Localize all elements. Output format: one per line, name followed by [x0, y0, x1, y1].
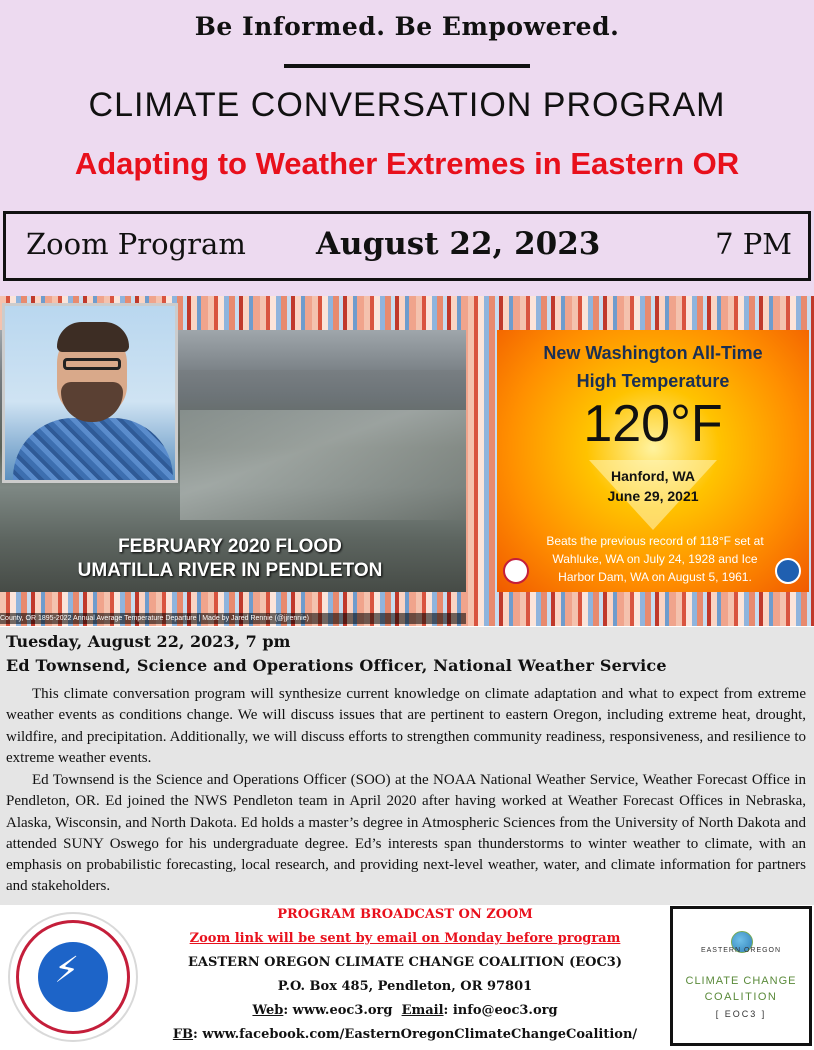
program-subtitle: Adapting to Weather Extremes in Eastern OR [74, 146, 740, 181]
org-name: EASTERN OREGON CLIMATE CHANGE COALITION (EOC3) [187, 955, 623, 970]
eoc3-logo: EASTERN OREGON CLIMATE CHANGE COALITION [ EOC3 ] [670, 906, 812, 1046]
zoom-link-notice[interactable]: Zoom link will be sent by email on Monday before program [189, 931, 621, 946]
stripes-credit: County, OR 1895-2022 Annual Average Temperature Departure | Made by Jared Rennie (@jjrennie) [0, 613, 466, 624]
format-label: Zoom Program [26, 227, 246, 261]
fb-label: FB [172, 1027, 194, 1042]
nws-logo [8, 912, 138, 1042]
flood-caption: FEBRUARY 2020 FLOOD UMATILLA RIVER IN PENDLETON [77, 536, 383, 581]
broadcast-notice: PROGRAM BROADCAST ON ZOOM [277, 907, 533, 922]
program-title: CLIMATE CONVERSATION PROGRAM [88, 86, 726, 124]
header-banner [0, 0, 814, 296]
bio-paragraph: Ed Townsend is the Science and Operations Officer (SOO) at the NOAA National Weather Service, Weather Forecast Office in Pendleton, OR. Ed joined the NWS Pendleton team in April 2020 after having worked at Weather Forecast Offices in Nebraska, Alaska, Wisconsin, and North Dakota. Ed holds a master’s degree in Atmospheric Sciences from the University of North Dakota and attended SUNY Oswego for his undergraduate degree. Ed’s interests span thunderstorms to winter weather to climate, with an emphasis on probabilistic forecasting, local research, and providing next-level weather, water, and climate information for partners and stakeholders. [6, 772, 806, 895]
mailing-address: P.O. Box 485, Pendleton, OR 97801 [277, 979, 533, 994]
web-email-line [150, 1003, 660, 1018]
description-paragraph: This climate conversation program will synthesize current knowledge on climate adaptation and what to expect from extreme weather events as conditions change. We will discuss issues that are pertinent to eastern Oregon, including extreme heat, drought, wildfire, and precipitation. Additionally, we will discuss efforts to strengthen community readiness, responsiveness, and resilience to extreme weather events. [6, 686, 806, 766]
heat-record-card [497, 330, 809, 592]
speaker-portrait [2, 303, 178, 483]
date-box [3, 211, 811, 281]
noaa-logo [775, 558, 801, 584]
email-link[interactable]: : info@eoc3.org [443, 1003, 558, 1018]
record-temperature: 120°F [583, 395, 723, 453]
heat-title: New Washington All-Time High Temperature [543, 343, 763, 391]
email-label: Email [401, 1003, 444, 1018]
facebook-link[interactable]: : www.facebook.com/EasternOregonClimateChangeCoalition/ [193, 1027, 638, 1042]
event-time: 7 PM [715, 227, 792, 261]
nws-mini-logo [503, 558, 529, 584]
event-datetime: Tuesday, August 22, 2023, 7 pm [6, 632, 291, 651]
web-link[interactable]: : www.eoc3.org [283, 1003, 393, 1018]
event-speaker: Ed Townsend, Science and Operations Officer, National Weather Service [6, 656, 667, 675]
event-date: August 22, 2023 [316, 226, 601, 262]
record-note: Beats the previous record of 118°F set at Wahluke, WA on July 24, 1928 and Ice Harbor Dam, WA on August 5, 1961. [546, 534, 764, 584]
facebook-line [150, 1027, 660, 1042]
lightning-icon: ⚡ [54, 950, 80, 991]
record-location: Hanford, WA June 29, 2021 [607, 468, 699, 504]
web-label: Web [252, 1003, 284, 1018]
tagline: Be Informed. Be Empowered. [194, 12, 620, 41]
divider [284, 64, 530, 68]
